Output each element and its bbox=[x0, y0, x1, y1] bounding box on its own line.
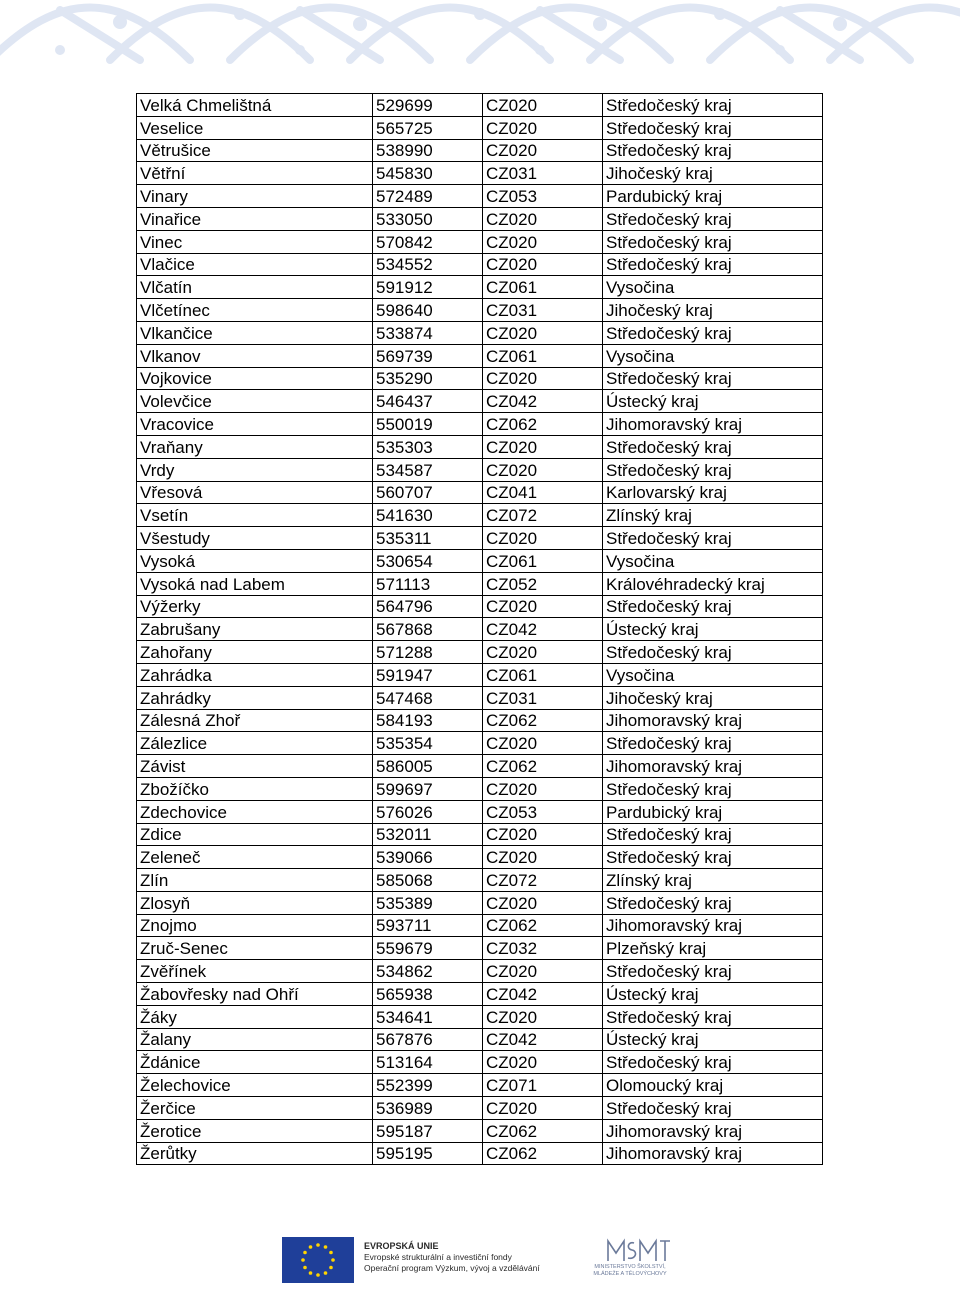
municipality-table bbox=[136, 93, 823, 1165]
table-row bbox=[137, 777, 823, 800]
table-cell-code: 570842 bbox=[373, 230, 483, 253]
eu-program-text: Operační program Výzkum, vývoj a vzdělávání bbox=[364, 1263, 540, 1273]
table-cell-code: 538990 bbox=[373, 139, 483, 162]
table-cell-nuts: CZ061 bbox=[483, 344, 603, 367]
table-cell-region: Karlovarský kraj bbox=[603, 481, 823, 504]
table-row bbox=[137, 960, 823, 983]
table-cell-name: Želechovice bbox=[137, 1074, 373, 1097]
table-cell-nuts: CZ020 bbox=[483, 207, 603, 230]
table-cell-name: Vřesová bbox=[137, 481, 373, 504]
table-cell-region: Jihomoravský kraj bbox=[603, 413, 823, 436]
table-cell-region: Jihočeský kraj bbox=[603, 162, 823, 185]
table-cell-code: 533050 bbox=[373, 207, 483, 230]
header-banner-pattern bbox=[0, 0, 960, 70]
table-cell-code: 595187 bbox=[373, 1119, 483, 1142]
table-cell-code: 534641 bbox=[373, 1005, 483, 1028]
table-row bbox=[137, 709, 823, 732]
table-row bbox=[137, 321, 823, 344]
table-cell-nuts: CZ072 bbox=[483, 869, 603, 892]
table-cell-code: 535303 bbox=[373, 435, 483, 458]
table-cell-nuts: CZ053 bbox=[483, 185, 603, 208]
table-cell-region: Středočeský kraj bbox=[603, 321, 823, 344]
table-cell-code: 513164 bbox=[373, 1051, 483, 1074]
table-cell-region: Jihočeský kraj bbox=[603, 299, 823, 322]
table-cell-code: 586005 bbox=[373, 755, 483, 778]
eu-star-icon bbox=[331, 1258, 335, 1262]
table-cell-nuts: CZ072 bbox=[483, 504, 603, 527]
table-cell-nuts: CZ020 bbox=[483, 846, 603, 869]
table-cell-region: Středočeský kraj bbox=[603, 891, 823, 914]
table-cell-code: 534862 bbox=[373, 960, 483, 983]
table-cell-region: Středočeský kraj bbox=[603, 823, 823, 846]
table-cell-nuts: CZ052 bbox=[483, 572, 603, 595]
table-cell-nuts: CZ062 bbox=[483, 755, 603, 778]
table-cell-region: Jihomoravský kraj bbox=[603, 755, 823, 778]
table-cell-name: Vlkanov bbox=[137, 344, 373, 367]
table-cell-region: Středočeský kraj bbox=[603, 230, 823, 253]
table-cell-name: Zlín bbox=[137, 869, 373, 892]
table-cell-nuts: CZ020 bbox=[483, 458, 603, 481]
table-cell-code: 546437 bbox=[373, 390, 483, 413]
table-cell-code: 565725 bbox=[373, 116, 483, 139]
table-cell-name: Vysoká bbox=[137, 549, 373, 572]
table-cell-name: Vlčetínec bbox=[137, 299, 373, 322]
table-cell-nuts: CZ020 bbox=[483, 732, 603, 755]
table-cell-nuts: CZ062 bbox=[483, 914, 603, 937]
table-cell-nuts: CZ020 bbox=[483, 230, 603, 253]
table-cell-nuts: CZ020 bbox=[483, 595, 603, 618]
table-cell-name: Vojkovice bbox=[137, 367, 373, 390]
table-row bbox=[137, 185, 823, 208]
table-cell-name: Zdechovice bbox=[137, 800, 373, 823]
table-row bbox=[137, 595, 823, 618]
table-cell-name: Vinec bbox=[137, 230, 373, 253]
table-cell-code: 599697 bbox=[373, 777, 483, 800]
table-cell-code: 550019 bbox=[373, 413, 483, 436]
table-cell-region: Středočeský kraj bbox=[603, 732, 823, 755]
table-row bbox=[137, 618, 823, 641]
table-cell-nuts: CZ071 bbox=[483, 1074, 603, 1097]
table-row bbox=[137, 390, 823, 413]
table-cell-name: Vinařice bbox=[137, 207, 373, 230]
table-cell-region: Středočeský kraj bbox=[603, 960, 823, 983]
table-cell-code: 552399 bbox=[373, 1074, 483, 1097]
table-row bbox=[137, 435, 823, 458]
eu-funds-text: Evropské strukturální a investiční fondy bbox=[364, 1252, 512, 1262]
table-cell-region: Pardubický kraj bbox=[603, 185, 823, 208]
table-cell-code: 593711 bbox=[373, 914, 483, 937]
table-cell-nuts: CZ041 bbox=[483, 481, 603, 504]
table-row bbox=[137, 504, 823, 527]
table-cell-name: Volevčice bbox=[137, 390, 373, 413]
table-cell-region: Středočeský kraj bbox=[603, 595, 823, 618]
table-cell-code: 536989 bbox=[373, 1097, 483, 1120]
table-cell-name: Žerůtky bbox=[137, 1142, 373, 1165]
table-cell-nuts: CZ020 bbox=[483, 1051, 603, 1074]
table-cell-region: Středočeský kraj bbox=[603, 253, 823, 276]
msmt-line-2: MLÁDEŽE A TĚLOVÝCHOVY bbox=[593, 1271, 667, 1277]
table-cell-name: Vlačice bbox=[137, 253, 373, 276]
table-row bbox=[137, 1051, 823, 1074]
table-cell-nuts: CZ042 bbox=[483, 618, 603, 641]
table-cell-name: Žabovřesky nad Ohří bbox=[137, 983, 373, 1006]
msmt-emblem-icon bbox=[580, 1235, 680, 1265]
table-row bbox=[137, 914, 823, 937]
table-cell-nuts: CZ020 bbox=[483, 641, 603, 664]
table-cell-name: Zahrádka bbox=[137, 663, 373, 686]
table-cell-nuts: CZ020 bbox=[483, 777, 603, 800]
table-cell-name: Vlčatín bbox=[137, 276, 373, 299]
table-cell-code: 534552 bbox=[373, 253, 483, 276]
table-cell-name: Zvěřínek bbox=[137, 960, 373, 983]
table-cell-region: Středočeský kraj bbox=[603, 777, 823, 800]
table-cell-region: Středočeský kraj bbox=[603, 207, 823, 230]
table-cell-code: 535354 bbox=[373, 732, 483, 755]
table-cell-region: Středočeský kraj bbox=[603, 1097, 823, 1120]
eu-star-icon bbox=[329, 1266, 333, 1270]
table-cell-nuts: CZ053 bbox=[483, 800, 603, 823]
table-cell-name: Znojmo bbox=[137, 914, 373, 937]
table-row bbox=[137, 549, 823, 572]
table-cell-region: Středočeský kraj bbox=[603, 527, 823, 550]
table-cell-nuts: CZ020 bbox=[483, 94, 603, 117]
table-cell-region: Jihočeský kraj bbox=[603, 686, 823, 709]
table-cell-code: 532011 bbox=[373, 823, 483, 846]
table-row bbox=[137, 869, 823, 892]
table-cell-nuts: CZ020 bbox=[483, 321, 603, 344]
table-cell-region: Ústecký kraj bbox=[603, 1028, 823, 1051]
table-cell-region: Středočeský kraj bbox=[603, 116, 823, 139]
table-cell-name: Zálezlice bbox=[137, 732, 373, 755]
table-cell-nuts: CZ042 bbox=[483, 390, 603, 413]
table-cell-nuts: CZ032 bbox=[483, 937, 603, 960]
table-cell-code: 584193 bbox=[373, 709, 483, 732]
table-cell-name: Veselice bbox=[137, 116, 373, 139]
table-row bbox=[137, 481, 823, 504]
table-cell-code: 545830 bbox=[373, 162, 483, 185]
table-cell-code: 529699 bbox=[373, 94, 483, 117]
table-cell-code: 535290 bbox=[373, 367, 483, 390]
table-row bbox=[137, 94, 823, 117]
table-cell-nuts: CZ020 bbox=[483, 823, 603, 846]
table-cell-name: Vlkančice bbox=[137, 321, 373, 344]
table-cell-region: Středočeský kraj bbox=[603, 846, 823, 869]
table-row bbox=[137, 276, 823, 299]
table-cell-name: Zbožíčko bbox=[137, 777, 373, 800]
table-row bbox=[137, 1097, 823, 1120]
municipality-table-wrapper bbox=[136, 93, 822, 1165]
table-cell-name: Zahořany bbox=[137, 641, 373, 664]
eu-text-block bbox=[364, 1241, 540, 1274]
table-cell-region: Středočeský kraj bbox=[603, 435, 823, 458]
table-cell-nuts: CZ020 bbox=[483, 253, 603, 276]
table-cell-code: 567868 bbox=[373, 618, 483, 641]
table-cell-code: 591947 bbox=[373, 663, 483, 686]
table-cell-code: 564796 bbox=[373, 595, 483, 618]
table-cell-code: 535311 bbox=[373, 527, 483, 550]
eu-star-icon bbox=[324, 1245, 328, 1249]
table-cell-name: Žerčice bbox=[137, 1097, 373, 1120]
table-cell-region: Jihomoravský kraj bbox=[603, 1119, 823, 1142]
table-cell-code: 591912 bbox=[373, 276, 483, 299]
table-cell-code: 595195 bbox=[373, 1142, 483, 1165]
table-cell-name: Vracovice bbox=[137, 413, 373, 436]
table-cell-region: Středočeský kraj bbox=[603, 94, 823, 117]
table-cell-code: 560707 bbox=[373, 481, 483, 504]
eu-star-icon bbox=[303, 1266, 307, 1270]
table-cell-name: Vsetín bbox=[137, 504, 373, 527]
table-cell-code: 572489 bbox=[373, 185, 483, 208]
table-cell-region: Jihomoravský kraj bbox=[603, 709, 823, 732]
table-cell-code: 533874 bbox=[373, 321, 483, 344]
table-cell-nuts: CZ061 bbox=[483, 549, 603, 572]
msmt-logo bbox=[580, 1235, 680, 1283]
table-cell-nuts: CZ031 bbox=[483, 299, 603, 322]
table-row bbox=[137, 230, 823, 253]
table-cell-region: Olomoucký kraj bbox=[603, 1074, 823, 1097]
table-cell-nuts: CZ020 bbox=[483, 139, 603, 162]
table-cell-nuts: CZ062 bbox=[483, 1142, 603, 1165]
table-cell-nuts: CZ020 bbox=[483, 435, 603, 458]
table-cell-region: Vysočina bbox=[603, 276, 823, 299]
table-cell-region: Zlínský kraj bbox=[603, 869, 823, 892]
table-row bbox=[137, 1142, 823, 1165]
table-cell-code: 547468 bbox=[373, 686, 483, 709]
table-cell-nuts: CZ042 bbox=[483, 1028, 603, 1051]
table-cell-name: Vrdy bbox=[137, 458, 373, 481]
table-cell-code: 559679 bbox=[373, 937, 483, 960]
table-row bbox=[137, 139, 823, 162]
table-cell-region: Středočeský kraj bbox=[603, 1051, 823, 1074]
table-cell-region: Vysočina bbox=[603, 663, 823, 686]
table-cell-name: Žáky bbox=[137, 1005, 373, 1028]
eu-star-icon bbox=[324, 1271, 328, 1275]
eu-title: EVROPSKÁ UNIE bbox=[364, 1241, 439, 1251]
table-cell-region: Ústecký kraj bbox=[603, 390, 823, 413]
table-cell-name: Zlosyň bbox=[137, 891, 373, 914]
table-cell-region: Středočeský kraj bbox=[603, 1005, 823, 1028]
table-row bbox=[137, 983, 823, 1006]
table-cell-name: Závist bbox=[137, 755, 373, 778]
footer-logos bbox=[282, 1235, 682, 1283]
table-cell-nuts: CZ061 bbox=[483, 276, 603, 299]
table-cell-nuts: CZ020 bbox=[483, 116, 603, 139]
table-cell-nuts: CZ031 bbox=[483, 162, 603, 185]
table-row bbox=[137, 413, 823, 436]
table-cell-name: Zabrušany bbox=[137, 618, 373, 641]
eu-star-icon bbox=[316, 1273, 320, 1277]
table-cell-name: Velká Chmelištná bbox=[137, 94, 373, 117]
table-cell-code: 539066 bbox=[373, 846, 483, 869]
table-cell-code: 530654 bbox=[373, 549, 483, 572]
table-cell-nuts: CZ042 bbox=[483, 983, 603, 1006]
table-cell-name: Vysoká nad Labem bbox=[137, 572, 373, 595]
table-cell-region: Královéhradecký kraj bbox=[603, 572, 823, 595]
table-row bbox=[137, 800, 823, 823]
table-cell-nuts: CZ062 bbox=[483, 413, 603, 436]
table-row bbox=[137, 162, 823, 185]
table-row bbox=[137, 367, 823, 390]
table-cell-name: Větrušice bbox=[137, 139, 373, 162]
table-cell-nuts: CZ020 bbox=[483, 367, 603, 390]
table-body bbox=[137, 94, 823, 1165]
table-cell-code: 535389 bbox=[373, 891, 483, 914]
table-row bbox=[137, 207, 823, 230]
table-row bbox=[137, 1028, 823, 1051]
table-row bbox=[137, 891, 823, 914]
table-cell-region: Vysočina bbox=[603, 344, 823, 367]
msmt-text bbox=[580, 1264, 680, 1278]
table-cell-nuts: CZ061 bbox=[483, 663, 603, 686]
table-cell-name: Žerotice bbox=[137, 1119, 373, 1142]
table-cell-nuts: CZ020 bbox=[483, 527, 603, 550]
table-row bbox=[137, 686, 823, 709]
table-cell-nuts: CZ031 bbox=[483, 686, 603, 709]
msmt-line-1: MINISTERSTVO ŠKOLSTVÍ, bbox=[594, 1264, 666, 1270]
table-cell-region: Středočeský kraj bbox=[603, 458, 823, 481]
table-row bbox=[137, 823, 823, 846]
table-row bbox=[137, 572, 823, 595]
table-row bbox=[137, 663, 823, 686]
eu-flag-icon bbox=[282, 1237, 354, 1283]
table-row bbox=[137, 299, 823, 322]
table-cell-name: Zdice bbox=[137, 823, 373, 846]
table-cell-code: 576026 bbox=[373, 800, 483, 823]
table-row bbox=[137, 253, 823, 276]
table-row bbox=[137, 458, 823, 481]
table-cell-name: Žalany bbox=[137, 1028, 373, 1051]
table-row bbox=[137, 937, 823, 960]
table-cell-name: Větřní bbox=[137, 162, 373, 185]
table-cell-region: Jihomoravský kraj bbox=[603, 914, 823, 937]
table-cell-region: Plzeňský kraj bbox=[603, 937, 823, 960]
table-cell-code: 585068 bbox=[373, 869, 483, 892]
table-cell-region: Jihomoravský kraj bbox=[603, 1142, 823, 1165]
table-cell-code: 571113 bbox=[373, 572, 483, 595]
table-cell-code: 534587 bbox=[373, 458, 483, 481]
table-cell-code: 567876 bbox=[373, 1028, 483, 1051]
table-row bbox=[137, 344, 823, 367]
table-row bbox=[137, 641, 823, 664]
table-cell-nuts: CZ020 bbox=[483, 891, 603, 914]
table-cell-name: Ždánice bbox=[137, 1051, 373, 1074]
table-cell-region: Ústecký kraj bbox=[603, 618, 823, 641]
eu-star-icon bbox=[303, 1251, 307, 1255]
table-cell-nuts: CZ062 bbox=[483, 1119, 603, 1142]
table-row bbox=[137, 527, 823, 550]
eu-star-icon bbox=[301, 1258, 305, 1262]
table-row bbox=[137, 1005, 823, 1028]
table-cell-code: 598640 bbox=[373, 299, 483, 322]
table-cell-name: Vraňany bbox=[137, 435, 373, 458]
table-cell-name: Výžerky bbox=[137, 595, 373, 618]
table-cell-nuts: CZ062 bbox=[483, 709, 603, 732]
table-cell-name: Vinary bbox=[137, 185, 373, 208]
table-cell-code: 569739 bbox=[373, 344, 483, 367]
table-cell-code: 565938 bbox=[373, 983, 483, 1006]
table-row bbox=[137, 1119, 823, 1142]
table-cell-name: Zruč-Senec bbox=[137, 937, 373, 960]
eu-star-icon bbox=[309, 1245, 313, 1249]
table-cell-name: Zálesná Zhoř bbox=[137, 709, 373, 732]
table-row bbox=[137, 1074, 823, 1097]
table-cell-region: Středočeský kraj bbox=[603, 641, 823, 664]
table-cell-code: 571288 bbox=[373, 641, 483, 664]
eu-star-icon bbox=[316, 1243, 320, 1247]
table-row bbox=[137, 732, 823, 755]
table-cell-name: Všestudy bbox=[137, 527, 373, 550]
table-cell-region: Středočeský kraj bbox=[603, 139, 823, 162]
table-cell-nuts: CZ020 bbox=[483, 1005, 603, 1028]
table-row bbox=[137, 755, 823, 778]
table-row bbox=[137, 116, 823, 139]
table-cell-region: Středočeský kraj bbox=[603, 367, 823, 390]
eu-star-icon bbox=[329, 1251, 333, 1255]
table-row bbox=[137, 846, 823, 869]
table-cell-name: Zeleneč bbox=[137, 846, 373, 869]
table-cell-region: Vysočina bbox=[603, 549, 823, 572]
table-cell-code: 541630 bbox=[373, 504, 483, 527]
table-cell-region: Pardubický kraj bbox=[603, 800, 823, 823]
table-cell-region: Zlínský kraj bbox=[603, 504, 823, 527]
table-cell-region: Ústecký kraj bbox=[603, 983, 823, 1006]
table-cell-name: Zahrádky bbox=[137, 686, 373, 709]
eu-star-icon bbox=[309, 1271, 313, 1275]
table-cell-nuts: CZ020 bbox=[483, 960, 603, 983]
table-cell-nuts: CZ020 bbox=[483, 1097, 603, 1120]
